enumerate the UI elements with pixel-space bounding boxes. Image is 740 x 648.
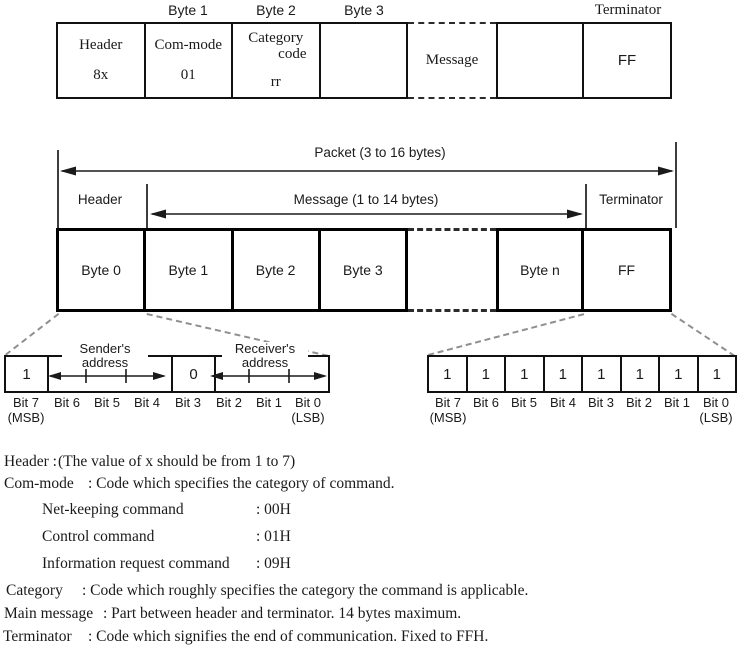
byte-n-cell: Byte n — [496, 228, 584, 312]
category-cell-value: rr — [270, 74, 281, 90]
bit-label: Bit 5 — [510, 395, 537, 410]
bit-label: Bit 6 — [472, 395, 499, 410]
command-row — [42, 554, 291, 573]
byte3-empty-cell — [321, 24, 407, 97]
command-row — [42, 500, 291, 519]
senders-address-arrow-icon — [47, 366, 167, 386]
bit-cell: 1 — [622, 357, 661, 391]
message-right-guide-line — [585, 184, 587, 228]
note-header — [4, 452, 295, 471]
com-mode-cell-value: 01 — [180, 67, 196, 83]
note-header-text: (The value of x should be from 1 to 7) — [58, 453, 296, 470]
receivers-address-arrow-icon — [209, 366, 328, 386]
header-cell-title: Header — [79, 37, 123, 53]
command-code: : 00H — [256, 501, 291, 518]
bit-cell: 1 — [429, 357, 468, 391]
bit-label: Bit 4 — [133, 395, 160, 410]
bit-label: Bit 6 — [53, 395, 80, 410]
senders-address-label: Sender's address — [62, 342, 148, 369]
bit-label: Bit 0 — [294, 395, 321, 410]
packet-left-guide-line — [57, 150, 59, 228]
note-main-message — [4, 604, 461, 623]
bit-label: Bit 3 — [587, 395, 614, 410]
message-span-arrow-icon — [148, 206, 585, 222]
note-com-mode-text: : Code which specifies the category of command. — [88, 475, 395, 492]
blank-spacer-cell — [496, 22, 584, 99]
note-category — [6, 581, 528, 600]
note-terminator-label: Terminator — [3, 628, 72, 645]
category-cell-title: Category — [248, 30, 304, 46]
byte2-cell: Byte 2 — [234, 231, 321, 309]
bit3-cell: 0 — [173, 357, 216, 391]
message-span-label: Message (1 to 14 bytes) — [293, 192, 439, 207]
bit-label: Bit 2 — [625, 395, 652, 410]
column-label-byte1: Byte 1 — [168, 2, 208, 18]
bit-cell: 1 — [506, 357, 545, 391]
bit-label: Bit 7 — [12, 395, 39, 410]
lsb-label: (LSB) — [699, 410, 733, 425]
bit-label: Bit 5 — [93, 395, 120, 410]
zoom-connector-line — [671, 313, 735, 357]
com-mode-cell-title: Com-mode — [154, 37, 222, 53]
header-section-label: Header — [77, 192, 123, 207]
command-code: : 09H — [256, 555, 291, 572]
packet-right-guide-line — [675, 142, 677, 228]
bit-cell: 1 — [545, 357, 584, 391]
bit-label: Bit 0 — [702, 395, 729, 410]
msb-label: (MSB) — [7, 410, 45, 425]
note-category-text: : Code which roughly specifies the category the command is applicable. — [82, 582, 529, 599]
top-byte-table — [56, 22, 408, 99]
byte-row — [56, 228, 408, 312]
header-cell-value: 8x — [93, 67, 109, 83]
command-name: Control command — [42, 528, 155, 545]
note-main-message-text: : Part between header and terminator. 14 bytes maximum. — [103, 605, 462, 622]
column-label-byte2: Byte 2 — [256, 2, 296, 18]
byte1-cell: Byte 1 — [146, 231, 233, 309]
command-row — [42, 527, 291, 546]
bit-label: Bit 1 — [663, 395, 690, 410]
byte0-cell: Byte 0 — [59, 231, 146, 309]
zoom-connector-line — [5, 313, 59, 356]
bit-label: Bit 4 — [549, 395, 576, 410]
note-terminator — [3, 627, 488, 646]
category-cell-title2: code — [278, 46, 307, 62]
bit-label: Bit 2 — [215, 395, 242, 410]
lsb-label: (LSB) — [291, 410, 325, 425]
command-name: Information request command — [42, 555, 230, 572]
msb-label: (MSB) — [429, 410, 467, 425]
byte-row-ff-cell: FF — [581, 228, 672, 312]
terminator-section-label: Terminator — [599, 192, 663, 207]
receivers-address-label: Receiver's address — [222, 342, 308, 369]
bit7-cell: 1 — [6, 357, 49, 391]
category-cell — [233, 24, 321, 97]
bit-cell: 1 — [712, 365, 721, 383]
bit-cell: 1 — [660, 357, 699, 391]
terminator-ff-cell: FF — [582, 22, 672, 99]
byte3-cell: Byte 3 — [343, 262, 383, 278]
command-code: : 01H — [256, 528, 291, 545]
com-mode-cell — [146, 24, 234, 97]
note-com-mode — [4, 474, 394, 493]
packet-span-label: Packet (3 to 16 bytes) — [314, 145, 446, 160]
command-name: Net-keeping command — [42, 501, 184, 518]
terminator-bit-box — [427, 355, 737, 393]
note-header-label: Header : — [4, 453, 57, 470]
byte-row-ellipsis-cell — [408, 228, 496, 312]
note-com-mode-label: Com-mode — [4, 475, 74, 492]
packet-span-arrow-icon — [58, 163, 676, 179]
column-label-byte3: Byte 3 — [344, 2, 384, 18]
column-label-terminator: Terminator — [594, 2, 662, 18]
bit-label: Bit 7 — [434, 395, 461, 410]
note-main-message-label: Main message — [4, 605, 94, 622]
zoom-connector-line — [428, 313, 584, 356]
bit-cell: 1 — [583, 357, 622, 391]
message-cell: Message — [408, 22, 496, 99]
bit-label: Bit 3 — [174, 395, 201, 410]
bit-cell: 1 — [468, 357, 507, 391]
note-terminator-text: : Code which signifies the end of communication. Fixed to FFH. — [88, 628, 489, 645]
note-category-label: Category — [6, 582, 63, 599]
header-cell — [58, 24, 146, 97]
bit-label: Bit 1 — [255, 395, 282, 410]
